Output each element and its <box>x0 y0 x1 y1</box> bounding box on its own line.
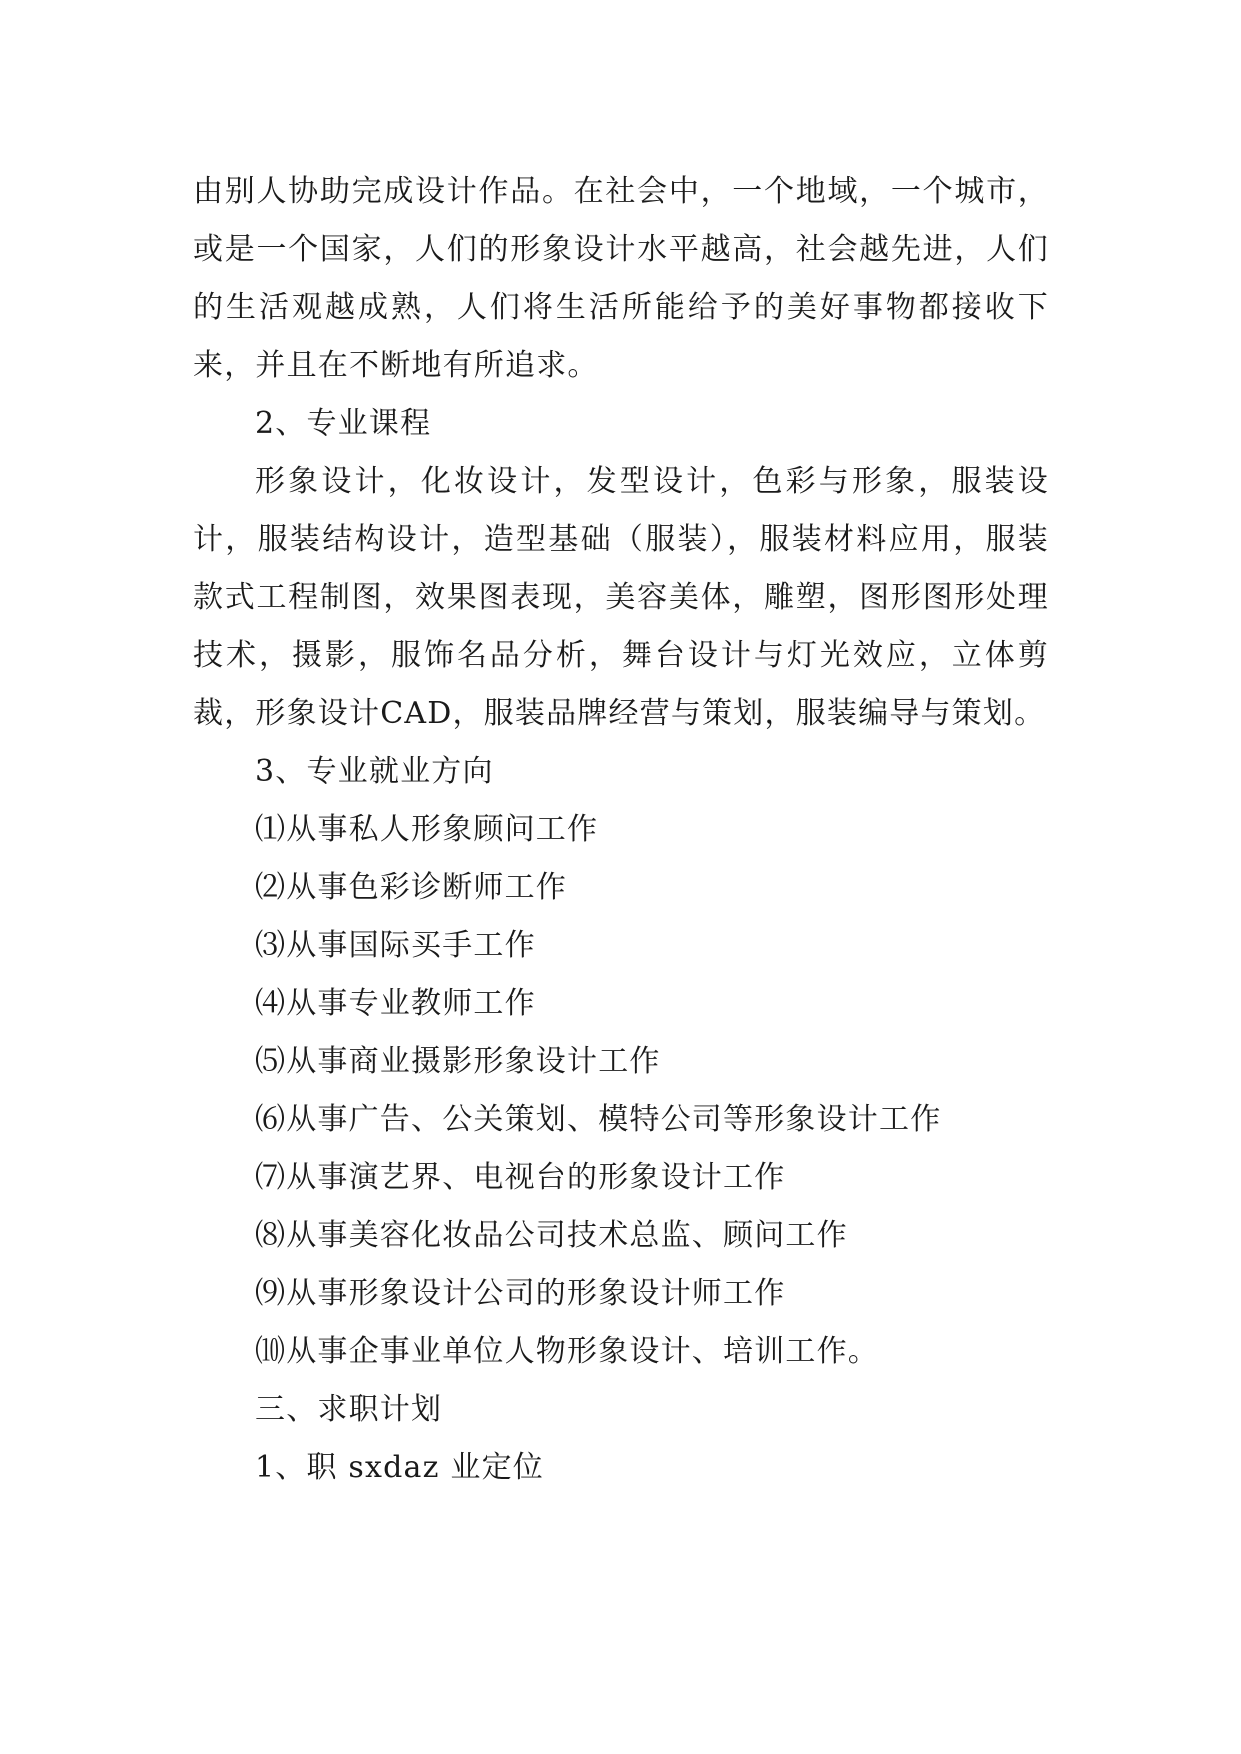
section-heading-courses: 2、专业课程 <box>255 406 432 441</box>
list-item: ⑷从事专业教师工作 <box>255 986 536 1021</box>
list-item: ⑻从事美容化妆品公司技术总监、顾问工作 <box>255 1218 848 1253</box>
list-item: ⑴从事私人形象顾问工作 <box>255 812 599 847</box>
employment-list <box>193 801 1049 1381</box>
list-item: ⑹从事广告、公关策划、模特公司等形象设计工作 <box>255 1102 942 1137</box>
section-heading-plan: 三、求职计划 <box>255 1392 443 1427</box>
list-item: ⑶从事国际买手工作 <box>255 928 536 963</box>
paragraph-continuation: 由别人协助完成设计作品。在社会中，一个地域，一个城市，或是一个国家，人们的形象设计水平越高，社会越先进，人们的生活观越成熟，人们将生活所能给予的美好事物都接收下来，并且在不断地有所追求。 <box>193 174 1049 383</box>
document-body <box>193 163 1049 1497</box>
list-item: ⑺从事演艺界、电视台的形象设计工作 <box>255 1160 786 1195</box>
list-item: ⑽从事企事业单位人物形象设计、培训工作。 <box>255 1334 879 1369</box>
list-item: ⑼从事形象设计公司的形象设计师工作 <box>255 1276 786 1311</box>
section-heading-employment: 3、专业就业方向 <box>255 754 494 789</box>
subheading-career-positioning: 1、职 sxdaz 业定位 <box>255 1450 544 1485</box>
list-item: ⑵从事色彩诊断师工作 <box>255 870 567 905</box>
courses-paragraph: 形象设计，化妆设计，发型设计，色彩与形象，服装设计，服装结构设计，造型基础（服装），服装材料应用，服装款式工程制图，效果图表现，美容美体，雕塑，图形图形处理技术，摄影，服饰名品分析，舞台设计与灯光效应，立体剪裁，形象设计CAD，服装品牌经营与策划，服装编导与策划。 <box>193 464 1049 731</box>
list-item: ⑸从事商业摄影形象设计工作 <box>255 1044 661 1079</box>
